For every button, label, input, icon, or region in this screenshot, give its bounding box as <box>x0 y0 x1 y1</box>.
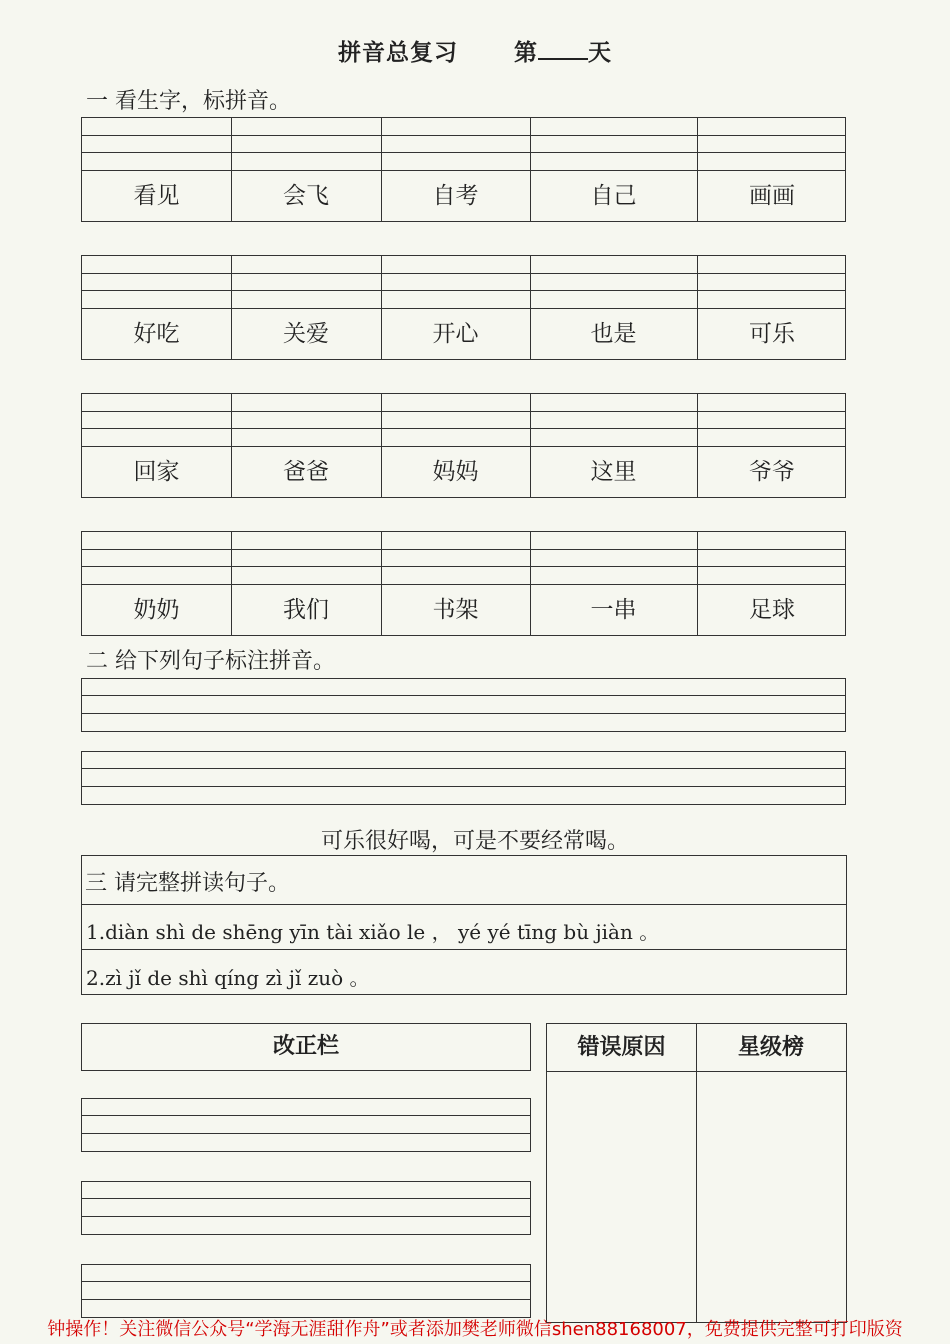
grid-word: 关爱 <box>283 321 329 347</box>
review-table <box>546 1023 847 1323</box>
grid-word: 自考 <box>432 183 479 209</box>
correction-lines-3[interactable] <box>81 1264 531 1318</box>
title-day-prefix: 第 <box>514 40 539 66</box>
grid-word: 自己 <box>590 183 637 209</box>
pinyin-grid-3 <box>81 393 846 498</box>
grid-word: 爷爷 <box>749 459 795 485</box>
grid-word: 奶奶 <box>133 597 180 623</box>
footer-banner: 钟操作！关注微信公众号“学海无涯甜作舟”或者添加樊老师微信shen88168007，免费提供完整可打印版资 <box>47 1319 903 1340</box>
grid-word: 书架 <box>432 597 479 623</box>
pinyin-grid-4 <box>81 531 846 636</box>
correction-header: 改正栏 <box>81 1023 531 1071</box>
section2-heading: 二 给下列句子标注拼音。 <box>86 649 335 674</box>
star-rank-header: 星级榜 <box>737 1035 804 1060</box>
grid-word: 也是 <box>590 321 637 347</box>
section2-sentence: 可乐很好喝，可是不要经常喝。 <box>320 829 629 854</box>
grid-word: 开心 <box>432 321 479 347</box>
grid-word: 会飞 <box>283 183 329 209</box>
grid-word: 妈妈 <box>432 459 479 485</box>
writing-lines-1[interactable] <box>81 678 846 732</box>
pinyin-sentence-1: 1.diàn shì de shēng yīn tài xiǎo le ， yé yé tīng bù jiàn 。 <box>86 920 660 944</box>
grid-word: 好吃 <box>133 321 180 347</box>
grid-word: 足球 <box>749 597 795 623</box>
correction-lines-2[interactable] <box>81 1181 531 1235</box>
pinyin-sentence-2: 2.zì jǐ de shì qíng zì jǐ zuò 。 <box>86 966 370 990</box>
grid-word: 画画 <box>749 183 795 209</box>
section3-box <box>81 855 847 995</box>
page-title <box>0 34 950 67</box>
section3-heading: 三 请完整拼读句子。 <box>85 871 290 896</box>
title-main: 拼音总复习 <box>337 40 458 66</box>
grid-word: 看见 <box>133 183 180 209</box>
correction-lines-1[interactable] <box>81 1098 531 1152</box>
section1-heading: 一 看生字，标拼音。 <box>86 89 291 114</box>
grid-word: 爸爸 <box>283 459 329 485</box>
error-reason-header: 错误原因 <box>577 1035 666 1060</box>
day-blank[interactable] <box>538 38 588 60</box>
pinyin-grid-2 <box>81 255 846 360</box>
grid-word: 一串 <box>590 597 637 623</box>
grid-word: 这里 <box>590 459 637 485</box>
grid-word: 我们 <box>283 597 329 623</box>
grid-word: 可乐 <box>749 321 795 347</box>
grid-word: 回家 <box>133 459 180 485</box>
writing-lines-2[interactable] <box>81 751 846 805</box>
title-day-suffix: 天 <box>588 40 613 66</box>
pinyin-grid-1 <box>81 117 846 222</box>
